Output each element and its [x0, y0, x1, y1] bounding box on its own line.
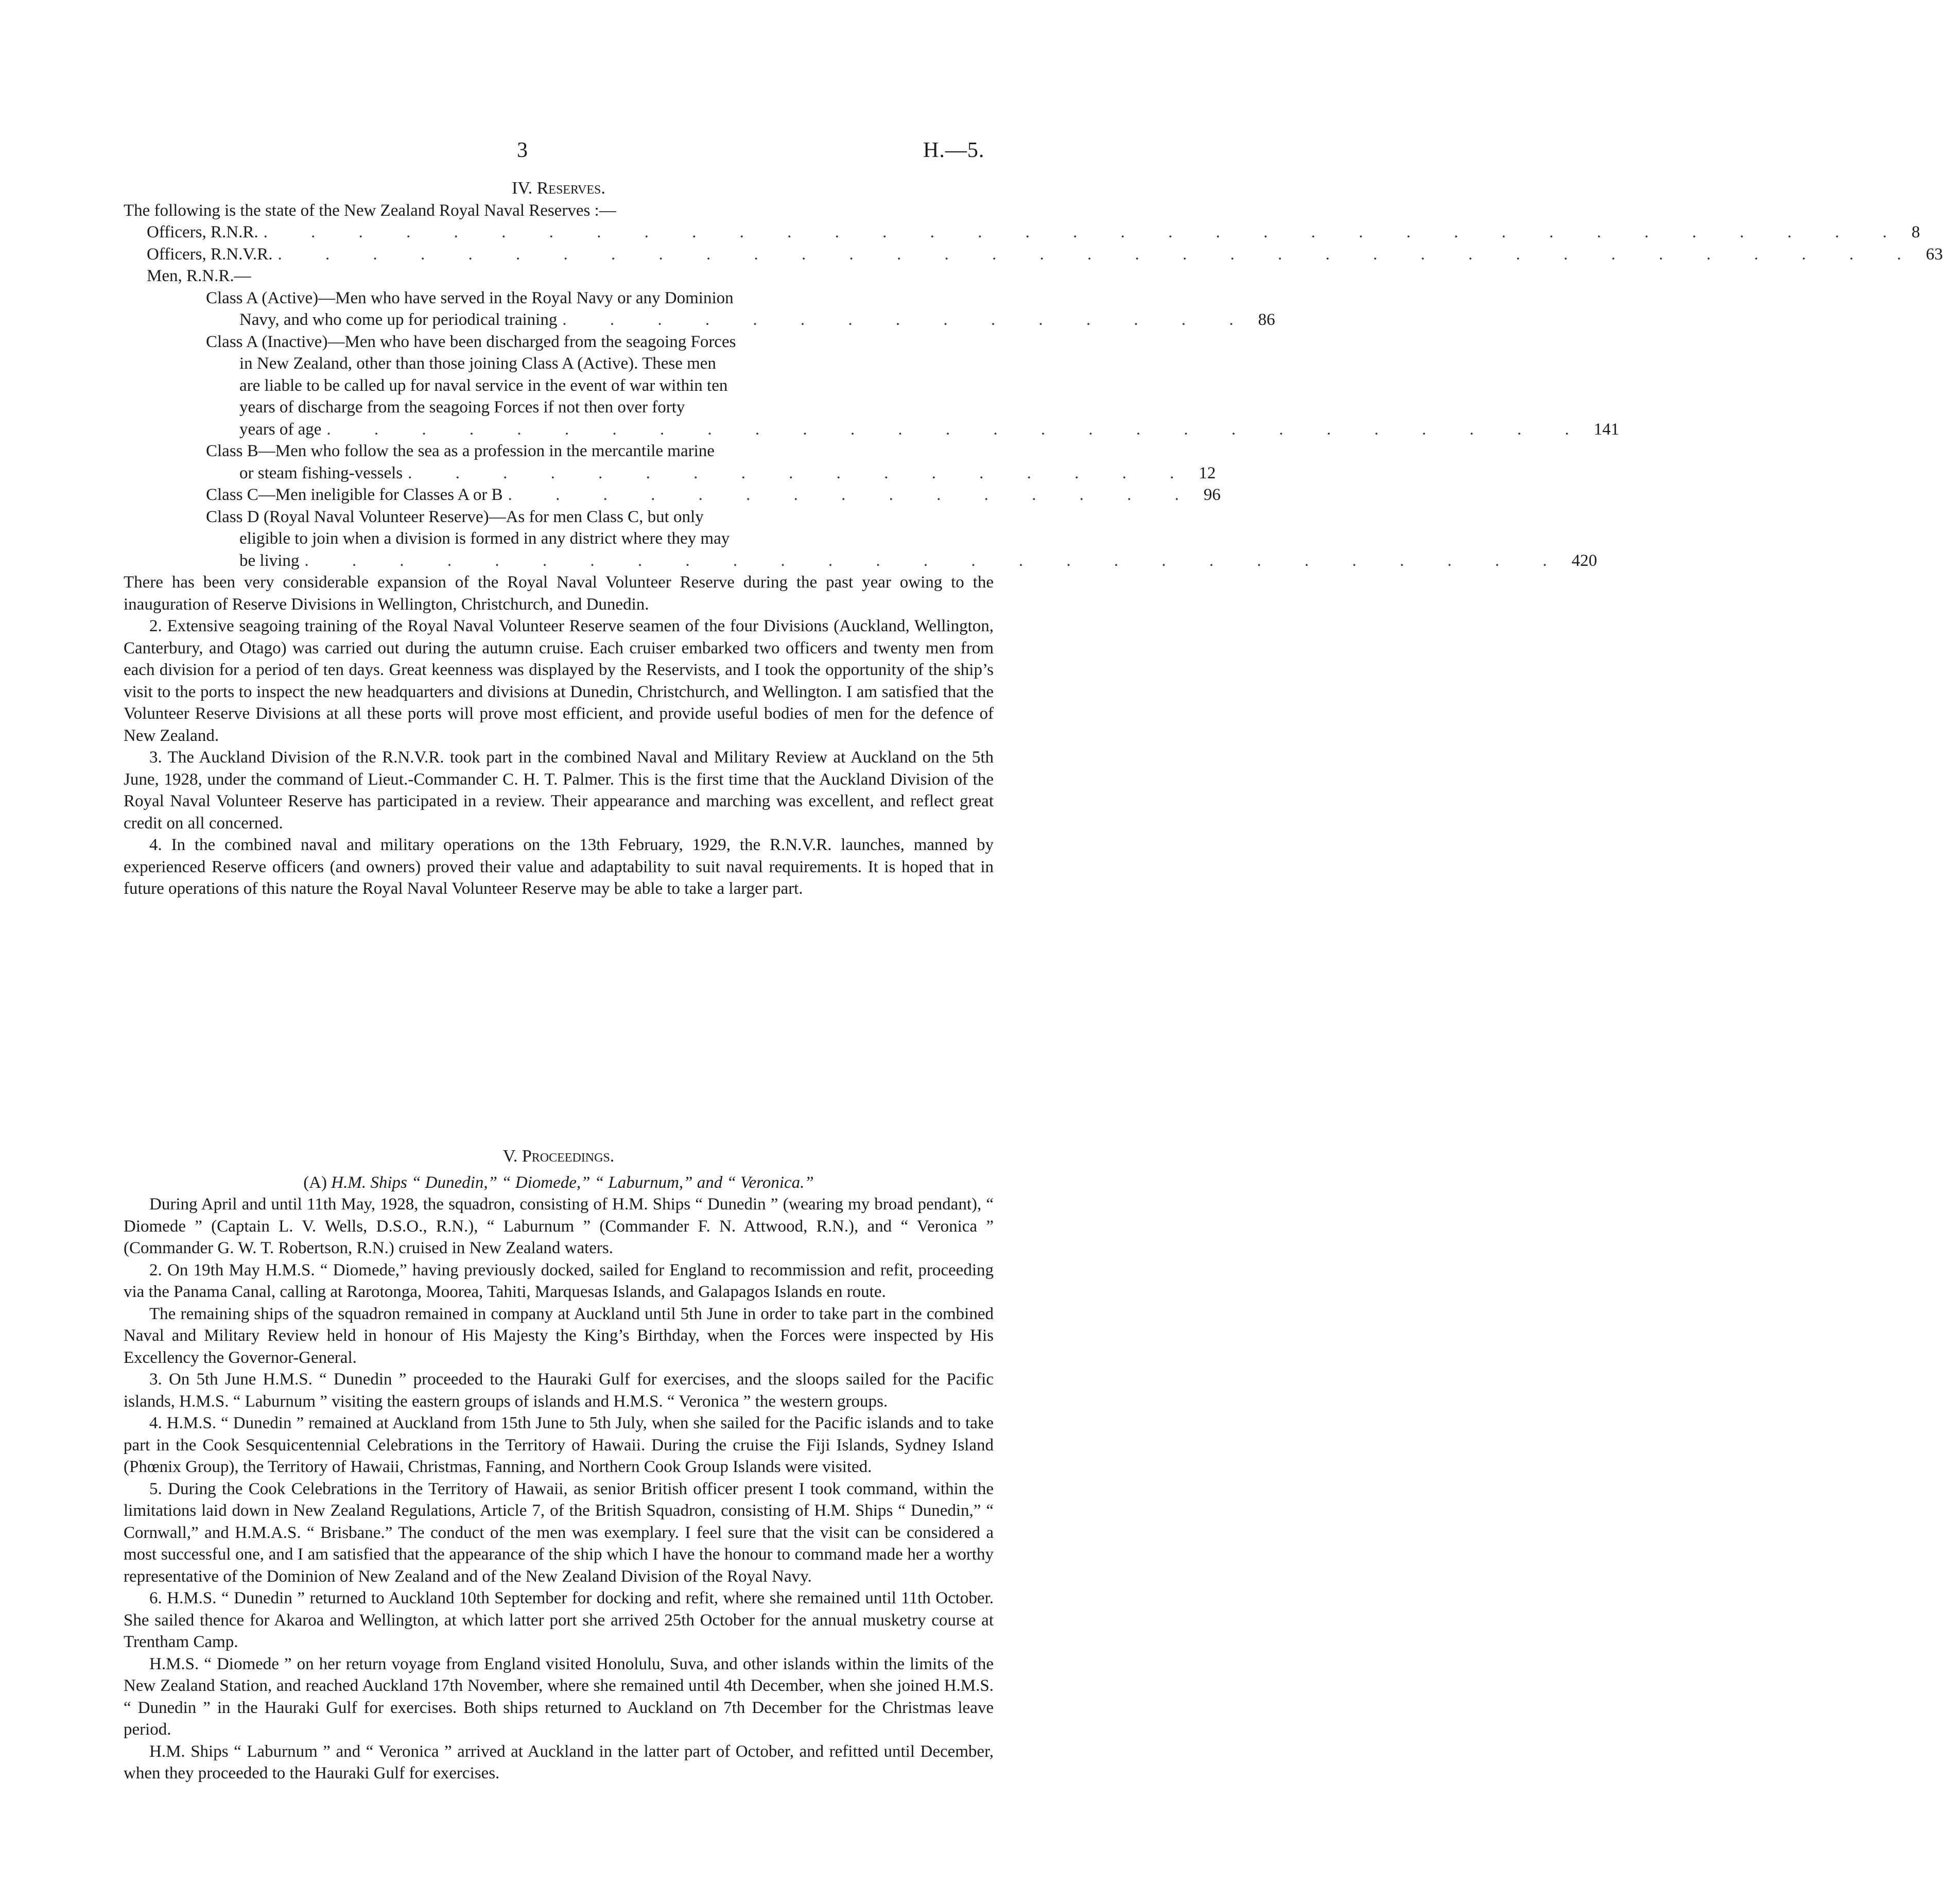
proceedings-paragraph: 6. H.M.S. “ Dunedin ” returned to Auckland 10th September for docking and refit, where she remained until 11th October. She sailed thence for Akaroa and Wellington, at which latter port she arrived 25th October for the annual musketry course at Trentham Camp.	[124, 1589, 994, 1651]
class-d-value: 420	[1571, 551, 1598, 570]
class-a-active-entry	[206, 287, 1275, 331]
document-code: H.—5.	[923, 139, 985, 162]
officers-rnr-label: Officers, R.N.R.	[147, 223, 258, 241]
class-a-active-last-line: Navy, and who come up for periodical training	[239, 310, 558, 329]
class-d-entry	[206, 506, 1598, 572]
leader-dots: . . . . . . . . . . . . . . . . . . . . . . . . . . . . . . . . . . .	[277, 245, 1921, 264]
class-d-row	[239, 550, 1598, 572]
page-number: 3	[517, 139, 528, 162]
class-b-value: 12	[1199, 463, 1216, 482]
officers-rnvr-row	[147, 244, 1943, 266]
class-c-label: Class C—Men ineligible for Classes A or B	[206, 486, 503, 504]
men-rnr-label: Men, R.N.R.—	[147, 267, 251, 285]
class-a-inactive-last-line: years of age	[239, 420, 322, 439]
class-a-inactive-value: 141	[1593, 420, 1620, 439]
class-a-inactive-entry	[206, 331, 1620, 441]
class-c-entry	[206, 484, 1221, 506]
proceedings-paragraph: 3. On 5th June H.M.S. “ Dunedin ” proceeded to the Hauraki Gulf for exercises, and the sloops sailed for the Pacific islands, H.M.S. “ Laburnum ” visiting the eastern groups of islands and H.M.S. “ Veronica ” the western groups.	[124, 1370, 994, 1411]
proceedings-paragraph: The remaining ships of the squadron remained in company at Auckland until 5th June in order to take part in the combined Naval and Military Review held in honour of His Majesty the King’s Birthday, when the Forces were inspected by His Excellency the Governor-General.	[124, 1304, 994, 1367]
class-d-last-line: be living	[239, 551, 300, 570]
class-b-row	[239, 462, 1216, 484]
class-a-inactive-line: Class A (Inactive)—Men who have been discharged from the seagoing Forces	[206, 332, 736, 351]
officers-rnvr-label: Officers, R.N.V.R.	[147, 245, 273, 264]
class-b-last-line: or steam fishing-vessels	[239, 463, 403, 482]
class-a-inactive-row	[239, 419, 1620, 441]
leader-dots: . . . . . . . . . . . . . . . . . . . . . . . . . . .	[326, 420, 1589, 439]
officers-rnr-value: 8	[1911, 223, 1920, 241]
reserves-intro: The following is the state of the New Zealand Royal Naval Reserves :—	[124, 201, 616, 220]
class-a-inactive-line: in New Zealand, other than those joining Class A (Active). These men	[239, 354, 716, 373]
class-a-active-value: 86	[1258, 310, 1275, 329]
proceedings-paragraph: 4. H.M.S. “ Dunedin ” remained at Auckland from 15th June to 5th July, when she sailed for the Pacific islands and to take part in the Cook Sesquicentennial Celebrations in the Territory of Hawaii. During the cruise the Fiji Islands, Sydney Island (Phœnix Group), the Territory of Hawaii, Christmas, Fanning, and Northern Cook Group Islands were visited.	[124, 1414, 994, 1476]
class-a-active-line: Class A (Active)—Men who have served in the Royal Navy or any Dominion	[206, 288, 734, 307]
subheading-prefix: (A)	[303, 1173, 327, 1192]
subheading-text: H.M. Ships “ Dunedin,” “ Diomede,” “ Laburnum,” and “ Veronica.”	[331, 1173, 814, 1192]
proceedings-paragraph: During April and until 11th May, 1928, the squadron, consisting of H.M. Ships “ Dunedin ” (wearing my broad pendant), “ Diomede ” (Captain L. V. Wells, D.S.O., R.N.), “ Laburnum ” (Commander F. N. Attwood, R.N.), and “ Veronica ” (Commander G. W. T. Robertson, R.N.) cruised in New Zealand waters.	[124, 1195, 994, 1257]
leader-dots: . . . . . . . . . . . . . . . . . . . . . . . . . . .	[304, 551, 1567, 570]
class-a-inactive-line: years of discharge from the seagoing Forces if not then over forty	[239, 398, 685, 417]
reserves-paragraph: 2. Extensive seagoing training of the Royal Naval Volunteer Reserve seamen of the four Divisions (Auckland, Wellington, Canterbury, and Otago) was carried out during the autumn cruise. Each cruiser embarked two officers and twenty men from each division for a period of ten days. Great keenness was displayed by the Reservists, and I took the opportunity of the ship’s visit to the ports to inspect the new headquarters and divisions at Dunedin, Christchurch, and Wellington. I am satisfied that the Volunteer Reserve Divisions at all these ports will prove most efficient, and provide useful bodies of men for the defence of New Zealand.	[124, 617, 994, 745]
proceedings-paragraph: 5. During the Cook Celebrations in the Territory of Hawaii, as senior British officer present I took command, within the limitations laid down in New Zealand Regulations, Article 7, of the British Squadron, consisting of H.M. Ships “ Dunedin,” “ Cornwall,” and H.M.A.S. “ Brisbane.” The conduct of the men was exemplary. I feel sure that the visit can be considered a most successful one, and I am satisfied that the appearance of the ship which I have the honour to command made her a worthy representative of the Dominion of New Zealand and of the New Zealand Division of the Royal Navy.	[124, 1479, 994, 1586]
proceedings-paragraph: H.M. Ships “ Laburnum ” and “ Veronica ” arrived at Auckland in the latter part of October, and refitted until December, when they proceeded to the Hauraki Gulf for exercises.	[124, 1742, 994, 1782]
class-a-inactive-line: are liable to be called up for naval service in the event of war within ten	[239, 376, 728, 395]
proceedings-subheading	[124, 1172, 994, 1194]
reserves-paragraph: There has been very considerable expansion of the Royal Naval Volunteer Reserve during the past year owing to the inauguration of Reserve Divisions in Wellington, Christchurch, and Dunedin.	[124, 573, 994, 614]
reserves-section	[124, 178, 1943, 900]
officers-rnvr-value: 63	[1925, 245, 1943, 264]
leader-dots: . . . . . . . . . . . . . . . . . . . . . . . . . . . . . . . . . . .	[263, 223, 1906, 241]
class-b-entry	[206, 440, 1216, 484]
leader-dots: . . . . . . . . . . . . . . .	[562, 310, 1253, 329]
class-a-active-row	[239, 309, 1275, 331]
class-d-line: Class D (Royal Naval Volunteer Reserve)—As for men Class C, but only	[206, 507, 704, 526]
proceedings-paragraph: H.M.S. “ Diomede ” on her return voyage from England visited Honolulu, Suva, and other islands within the limits of the New Zealand Station, and reached Auckland 17th November, where she remained until 4th December, when she joined H.M.S. “ Dunedin ” in the Hauraki Gulf for exercises. Both ships returned to Auckland on 7th December for the Christmas leave period.	[124, 1654, 994, 1739]
leader-dots: . . . . . . . . . . . . . . .	[508, 486, 1199, 504]
leader-dots: . . . . . . . . . . . . . . . . .	[408, 463, 1194, 482]
proceedings-paragraph: 2. On 19th May H.M.S. “ Diomede,” having previously docked, sailed for England to recommission and refit, proceeding via the Panama Canal, calling at Rarotonga, Moorea, Tahiti, Marquesas Islands, and Galapagos Islands en route.	[124, 1260, 994, 1301]
class-d-line: eligible to join when a division is formed in any district where they may	[239, 529, 730, 548]
officers-rnr-row	[147, 221, 1920, 244]
proceedings-heading: V. Proceedings.	[502, 1147, 615, 1166]
reserves-paragraph: 3. The Auckland Division of the R.N.V.R. took part in the combined Naval and Military Review at Auckland on the 5th June, 1928, under the command of Lieut.-Commander C. H. T. Palmer. This is the first time that the Auckland Division of the Royal Naval Volunteer Reserve has participated in a review. Their appearance and marching was excellent, and reflect great credit on all concerned.	[124, 748, 994, 833]
proceedings-section	[124, 1146, 994, 1785]
class-c-value: 96	[1203, 486, 1221, 504]
reserves-heading: IV. Reserves.	[512, 179, 605, 198]
class-c-row	[206, 484, 1221, 506]
reserves-list	[147, 221, 1943, 287]
reserves-paragraph: 4. In the combined naval and military operations on the 13th February, 1929, the R.N.V.R. launches, manned by experienced Reserve officers (and owners) proved their value and adaptability to suit naval requirements. It is hoped that in future operations of this nature the Royal Naval Volunteer Reserve may be able to take a larger part.	[124, 836, 994, 898]
class-b-line: Class B—Men who follow the sea as a profession in the mercantile marine	[206, 442, 715, 460]
